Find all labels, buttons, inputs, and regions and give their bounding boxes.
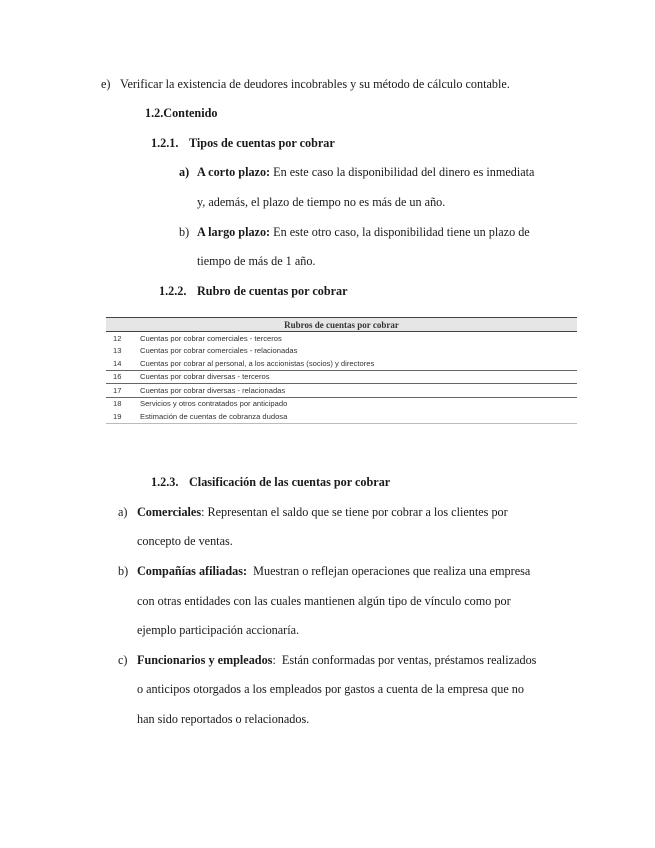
list-item-label: A largo plazo:	[197, 225, 271, 239]
table-cell-text: Servicios y otros contratados por anticipado	[140, 397, 577, 410]
table-row	[106, 410, 577, 423]
subsection-number: 1.2.2.	[159, 284, 187, 298]
table-cell-text: Cuentas por cobrar diversas - terceros	[140, 370, 577, 384]
list-item-marker: a)	[118, 505, 128, 519]
list-item-text: : Representan el saldo que se tiene por cobrar a los clientes por	[201, 505, 508, 519]
list-item-text: En este caso la disponibilidad del dinero es inmediata	[270, 165, 535, 179]
table-cell-text: Cuentas por cobrar al personal, a los accionistas (socios) y directores	[140, 358, 375, 368]
list-item-continuation: han sido reportados o relacionados.	[137, 712, 310, 726]
list-item-continuation: con otras entidades con las cuales mantienen algún tipo de vínculo como por	[137, 594, 511, 608]
table-cell-code: 18	[106, 397, 140, 410]
table-header: Rubros de cuentas por cobrar	[106, 318, 577, 332]
subsection-title: Rubro de cuentas por cobrar	[197, 284, 348, 298]
subsection-number: 1.2.1.	[151, 136, 179, 150]
subsection-title: Tipos de cuentas por cobrar	[189, 136, 335, 150]
table-cell-code: 14	[113, 358, 122, 368]
table-cell-text: Cuentas por cobrar diversas - relacionadas	[140, 384, 577, 398]
list-item-text: Muestran o reflejan operaciones que realiza una empresa	[247, 564, 531, 578]
subsection-heading-1-2-3	[151, 474, 390, 490]
list-item-marker: a)	[179, 165, 190, 179]
list-item-continuation: concepto de ventas.	[137, 534, 233, 548]
list-item-marker: c)	[118, 653, 128, 667]
list-item-largo-plazo	[179, 224, 530, 240]
intro-item	[101, 76, 510, 92]
table-cell-code: 19	[106, 410, 140, 423]
table-cell-text: Cuentas por cobrar comerciales - relacionadas	[140, 346, 298, 356]
list-item-label: Compañías afiliadas:	[137, 564, 248, 578]
list-item-marker: b)	[179, 225, 190, 239]
list-item-text: En este otro caso, la disponibilidad tiene un plazo de	[270, 225, 530, 239]
list-item-continuation: tiempo de más de 1 año.	[197, 254, 316, 268]
list-item-continuation: ejemplo participación accionaría.	[137, 623, 300, 637]
table-cell-text: Estimación de cuentas de cobranza dudosa	[140, 410, 577, 423]
table-cell-code: 12	[113, 333, 122, 343]
rubros-table	[106, 317, 577, 424]
subsection-title: Clasificación de las cuentas por cobrar	[189, 475, 391, 489]
list-item-continuation: y, además, el plazo de tiempo no es más de un año.	[197, 195, 446, 209]
table-header-row	[106, 318, 577, 332]
subsection-number: 1.2.3.	[151, 475, 179, 489]
list-item-continuation: o anticipos otorgados a los empleados por gastos a cuenta de la empresa que no	[137, 682, 524, 696]
table-cell-text: Cuentas por cobrar comerciales - terceros	[140, 333, 282, 343]
table-row	[106, 345, 577, 358]
list-item-corto-plazo	[179, 164, 534, 180]
table-cell-code: 13	[113, 346, 122, 356]
list-item-text: : Están conformadas por ventas, préstamos realizados	[272, 653, 537, 667]
list-item-companias-afiliadas	[118, 563, 530, 579]
subsection-heading-1-2-2	[159, 283, 348, 299]
table-row	[106, 332, 577, 345]
intro-item-text: Verificar la existencia de deudores incobrables y su método de cálculo contable.	[120, 77, 510, 91]
table-row	[106, 357, 577, 370]
table-row	[106, 384, 577, 398]
table-row	[106, 397, 577, 410]
intro-item-marker: e)	[101, 77, 111, 91]
list-item-comerciales	[118, 504, 508, 520]
list-item-funcionarios-empleados	[118, 652, 536, 668]
table-cell-code: 17	[106, 384, 140, 398]
list-item-label: Funcionarios y empleados	[137, 653, 273, 667]
list-item-marker: b)	[118, 564, 129, 578]
section-heading: 1.2.Contenido	[145, 106, 218, 120]
table-row	[106, 370, 577, 384]
list-item-label: Comerciales	[137, 505, 202, 519]
table-cell-code: 16	[106, 370, 140, 384]
subsection-heading-1-2-1	[151, 135, 335, 151]
list-item-label: A corto plazo:	[197, 165, 271, 179]
